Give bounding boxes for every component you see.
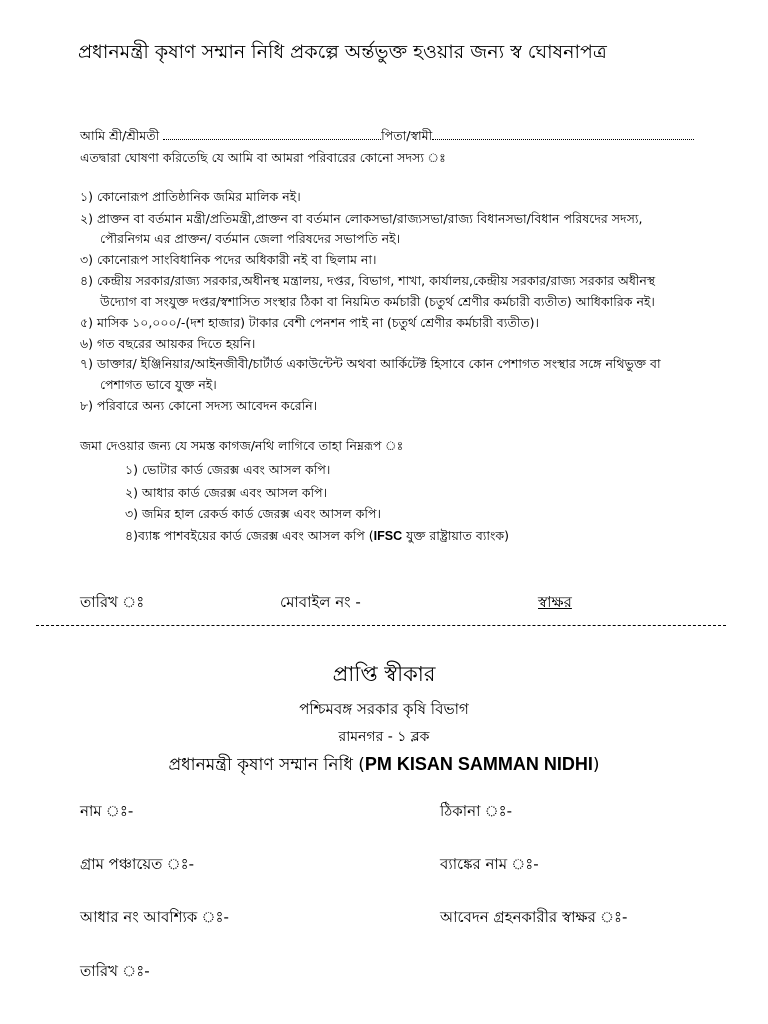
document-4-text: ৪)ব্যাঙ্ক পাশবইয়ের কার্ড জেরক্স এবং আসল কপি ( (125, 528, 374, 543)
signature-label: স্বাক্ষর (538, 593, 572, 611)
applicant-name-label: নাম ঃ- (80, 802, 134, 820)
mobile-label: মোবাইল নং - (280, 593, 361, 611)
gram-panchayat-label: গ্রাম পঞ্চায়েত ঃ- (80, 855, 195, 873)
bank-name-label: ব্যাঙ্কের নাম ঃ- (440, 855, 539, 873)
name-blank[interactable] (163, 129, 381, 140)
acknowledgement-title: প্রাপ্তি স্বীকার (332, 662, 436, 686)
documents-intro: জমা দেওয়ার জন্য যে সমস্ত কাগজ/নথি লাগিবে তাহা নিম্নরূপ ঃ (80, 438, 404, 453)
scheme-name-english: PM KISAN SAMMAN NIDHI (364, 754, 593, 774)
ifsc-label: IFSC (373, 529, 403, 543)
scheme-name-close: ) (592, 755, 600, 775)
list-item: ১) কোনোরূপ প্রাতিষ্ঠানিক জমির মালিক নই। (80, 189, 301, 204)
list-item: ৩) কোনোরূপ সাংবিধানিক পদের অধিকারী নই বা ছিলাম না। (80, 252, 377, 267)
document-4-suffix: যুক্ত রাষ্ট্রায়াত ব্যাংক) (402, 528, 510, 543)
list-item: ৭) ডাক্তার/ ইঞ্জিনিয়ার/আইনজীবী/চার্টার্ড একাউন্টেন্ট অথবা আর্কিটেক্ট হিসাবে কোন পেশাগত সংস্থার সঙ্গে নথিভুক্ত বা (80, 356, 661, 371)
document-item (125, 528, 509, 548)
block-name: রামনগর - ১ ব্লক (338, 729, 430, 745)
ack-date-label: তারিখ ঃ- (80, 962, 150, 980)
list-item: ২) প্রাক্তন বা বর্তমান মন্ত্রী/প্রতিমন্ত্রী,প্রাক্তন বা বর্তমান লোকসভা/রাজ্যসভা/রাজ্য বিধানসভা/বিধান পরিষদের সদস্য, (80, 211, 643, 226)
list-item: ৬) গত বছরের আয়কর দিতে হয়নি। (80, 336, 256, 351)
father-blank[interactable] (432, 129, 694, 140)
date-label: তারিখ ঃ (80, 593, 145, 611)
list-item: উদ্যোগ বা সংযুক্ত দপ্তর/স্বশাসিত সংস্থার ঠিকা বা নিয়মিত কর্মচারী (চতুর্থ শ্রেণীর কর্মচারী ব্যতীত) আধিকারিক নই। (100, 294, 655, 309)
scheme-name-bengali: প্রধানমন্ত্রী কৃষাণ সম্মান নিধি ( (168, 755, 365, 775)
list-item: ৫) মাসিক ১০,০০০/-(দশ হাজার) টাকার বেশী পেনশন পাই না (চতুর্থ শ্রেণীর কর্মচারী ব্যতীত)। (80, 315, 540, 330)
list-item: পৌরনিগম এর প্রাক্তন/ বর্তমান জেলা পরিষদের সভাপতি নই। (100, 231, 401, 246)
list-item: ৪) কেন্দ্রীয় সরকার/রাজ্য সরকার,অধীনস্থ মন্ত্রালয়, দপ্তর, বিভাগ, শাখা, কার্যালয়,কেন্দ্রীয় সরকার/রাজ্য সরকার অধীনস্থ (80, 273, 656, 288)
declaration-title: প্রধানমন্ত্রী কৃষাণ সম্মান নিধি প্রকল্পে অর্ন্তভুক্ত হওয়ার জন্য স্ব ঘোষনাপত্র (78, 41, 607, 63)
document-item: ৩) জমির হাল রেকর্ড কার্ড জেরক্স এবং আসল কপি। (125, 506, 381, 521)
document-item: ২) আধার কার্ড জেরক্স এবং আসল কপি। (125, 485, 328, 500)
address-label: ঠিকানা ঃ- (440, 802, 513, 820)
department-name: পশ্চিমবঙ্গ সরকার কৃষি বিভাগ (299, 700, 469, 718)
name-line (80, 128, 694, 148)
scheme-name (0, 752, 768, 780)
aadhar-label: আধার নং আবশ্যিক ঃ- (80, 908, 229, 926)
declaration-intro: এতদ্বারা ঘোষণা করিতেছি যে আমি বা আমরা পরিবারের কোনো সদস্য ঃ (80, 150, 446, 165)
father-label: পিতা/স্বামী (381, 128, 433, 143)
list-item: পেশাগত ভাবে যুক্ত নই। (100, 377, 217, 392)
list-item: ৮) পরিবারে অন্য কোনো সদস্য আবেদন করেনি। (80, 398, 318, 413)
receiver-signature-label: আবেদন গ্রহনকারীর স্বাক্ষর ঃ- (440, 908, 628, 926)
name-label: আমি শ্রী/শ্রীমতী (80, 128, 160, 143)
document-item: ১) ভোটার কার্ড জেরক্স এবং আসল কপি। (125, 462, 331, 477)
cut-line-divider (36, 625, 726, 626)
